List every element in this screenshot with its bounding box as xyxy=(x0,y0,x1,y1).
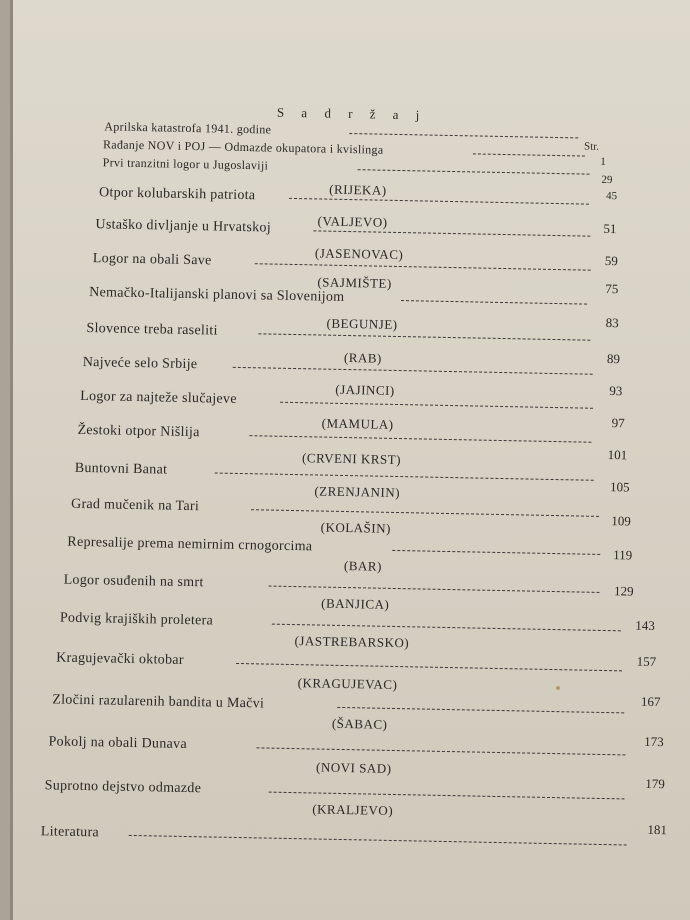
toc-place-label: (ŠABAC) xyxy=(331,715,388,732)
toc-page-number: 173 xyxy=(644,733,664,750)
dot-leader xyxy=(401,300,587,305)
toc-page-number: 143 xyxy=(635,617,656,633)
dot-leader xyxy=(233,367,593,375)
toc-place-label: (KRALJEVO) xyxy=(312,801,394,818)
toc-place-label: (CRVENI KRST) xyxy=(301,450,402,468)
toc-entry-title: Aprilska katastrofa 1941. godine xyxy=(104,119,272,137)
toc-place-label: (JASENOVAC) xyxy=(314,245,404,263)
toc-place-label: (NOVI SAD) xyxy=(315,759,392,776)
toc-entry-title: Ustaško divljanje u Hrvatskoj xyxy=(95,217,272,236)
toc-entry-title: Suprotno dejstvo odmazde xyxy=(44,778,202,797)
toc-entry-title: Žestoki otpor Nišlija xyxy=(77,422,200,441)
dot-leader xyxy=(473,153,585,156)
toc-place-label: (SAJMIŠTE) xyxy=(317,274,392,291)
dot-leader xyxy=(337,707,624,714)
toc-entry xyxy=(48,733,664,776)
toc-page-number: 97 xyxy=(611,415,625,431)
toc-page-number: 181 xyxy=(647,821,668,838)
dot-leader xyxy=(236,663,622,671)
dot-leader xyxy=(358,169,590,174)
dot-leader xyxy=(251,509,599,517)
toc-place-label: (RIJEKA) xyxy=(329,181,387,198)
toc-place-label: (BANJICA) xyxy=(321,595,390,612)
toc-page-number: 179 xyxy=(645,775,665,792)
toc-page-number: 109 xyxy=(611,513,632,529)
dot-leader xyxy=(215,473,594,481)
toc-place-label: (RAB) xyxy=(343,349,382,366)
toc-entry xyxy=(77,422,628,468)
toc-page-number: 129 xyxy=(613,583,634,599)
toc-entry-title: Logor na obali Save xyxy=(92,251,212,269)
toc-place-label: (BAR) xyxy=(343,558,383,574)
dot-leader xyxy=(289,198,589,205)
dot-leader xyxy=(249,435,591,443)
toc-page-number: 1 xyxy=(600,155,606,168)
toc-place-label: (JASTREBARSKO) xyxy=(294,633,410,651)
toc-entry-title: Represalije prema nemirnim crnogorcima xyxy=(67,534,313,555)
toc-entry-title: Pokolj na obali Dunava xyxy=(48,734,188,753)
page-column-label: Str. xyxy=(583,140,600,153)
toc-page-number: 75 xyxy=(605,280,619,297)
dot-leader xyxy=(129,835,627,846)
toc-entry xyxy=(67,534,633,574)
toc-page-number: 119 xyxy=(613,547,633,563)
toc-page-number: 59 xyxy=(604,252,619,269)
toc-entry-title: Kragujevački oktobar xyxy=(56,650,184,668)
toc-place-label: (BEGUNJE) xyxy=(326,315,398,332)
toc-entry-title: Otpor kolubarskih patriota xyxy=(98,185,256,204)
toc-page-number: 29 xyxy=(601,173,613,187)
toc-place-label: (MAMULA) xyxy=(321,415,394,432)
toc-page-number: 157 xyxy=(636,653,657,670)
dot-leader xyxy=(313,230,590,236)
toc-entry-title: Literatura xyxy=(40,824,100,841)
toc-entry xyxy=(40,821,668,854)
toc-page-number: 93 xyxy=(609,383,623,399)
toc-entry xyxy=(56,650,657,693)
toc-entry xyxy=(52,692,661,732)
toc-place-label: (KRAGUJEVAC) xyxy=(297,675,398,693)
toc-page-number: 51 xyxy=(603,220,617,237)
toc-page-number: 101 xyxy=(607,447,628,463)
toc-entry-title: Prvi tranzitni logor u Jugoslaviji xyxy=(102,155,269,173)
toc-entry-title: Zločini razularenih bandita u Mačvi xyxy=(52,692,265,712)
toc-entry-title: Nemačko-Italijanski planovi sa Slovenijom xyxy=(89,285,345,305)
dot-leader xyxy=(269,586,600,593)
toc-entry-title: Logor osuđenih na smrt xyxy=(63,572,204,591)
toc-entry-title: Najveće selo Srbije xyxy=(82,354,198,373)
toc-entry-title: Rađanje NOV i POJ — Odmazde okupatora i kvislinga xyxy=(102,137,384,157)
paper-stain xyxy=(556,686,560,690)
dot-leader xyxy=(255,263,591,270)
toc-entry xyxy=(59,610,656,651)
dot-leader xyxy=(258,333,590,340)
dot-leader xyxy=(280,402,593,409)
toc-page-number: 89 xyxy=(606,351,621,367)
dot-leader xyxy=(272,624,621,632)
toc-page-number: 83 xyxy=(605,314,619,331)
toc-place-label: (ZRENJANIN) xyxy=(314,483,401,501)
toc-entry-title: Grad mučenik na Tari xyxy=(70,496,200,515)
dot-leader xyxy=(392,550,600,555)
toc-page-number: 105 xyxy=(609,479,630,495)
dot-leader xyxy=(269,792,625,800)
toc-entry-title: Logor za najteže slučajeve xyxy=(80,388,237,407)
toc-entry-title: Slovence treba raseliti xyxy=(86,321,218,339)
toc-page-number: 45 xyxy=(606,189,618,203)
toc-entry xyxy=(63,572,634,612)
toc-entry xyxy=(70,496,632,536)
dot-leader xyxy=(256,747,625,755)
toc-entry xyxy=(44,775,665,818)
toc-entry-title: Buntovni Banat xyxy=(74,460,168,478)
toc-page-number: 167 xyxy=(640,693,661,710)
toc-entry-title: Podvig krajiških proletera xyxy=(59,610,214,629)
page-title: S a d r ž a j xyxy=(276,104,427,123)
toc-place-label: (JAJINCI) xyxy=(335,381,395,398)
toc-place-label: (VALJEVO) xyxy=(317,213,388,230)
toc-place-label: (KOLAŠIN) xyxy=(320,519,392,536)
dot-leader xyxy=(349,133,578,138)
